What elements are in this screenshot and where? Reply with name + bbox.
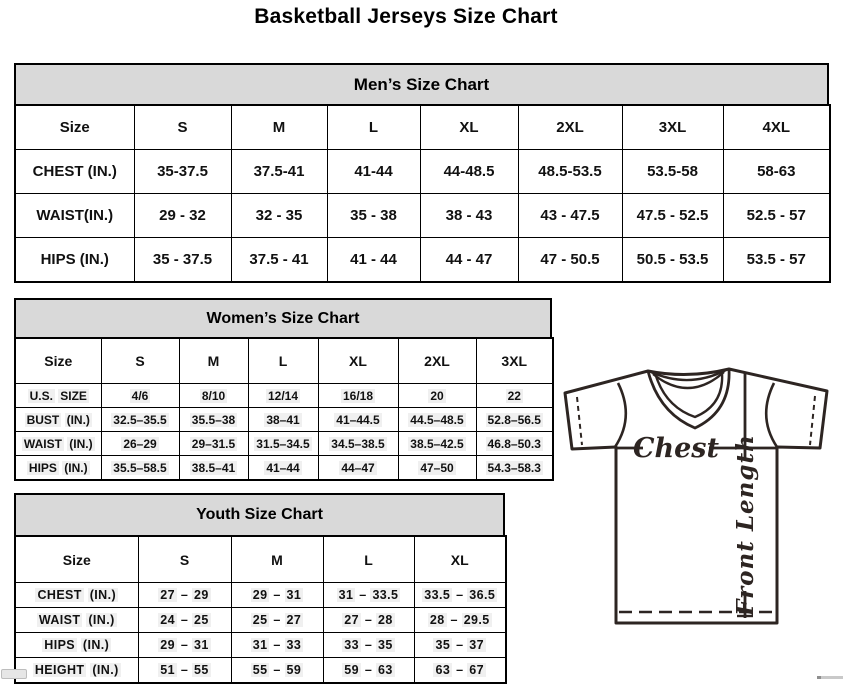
data-cell: 53.5-58: [622, 150, 723, 194]
data-cell: [476, 432, 553, 456]
data-cell: 32 - 35: [231, 194, 327, 238]
highlighted-value: 29: [252, 588, 268, 602]
highlighted-value: 54.3–58.3: [487, 460, 541, 475]
highlighted-value: 44.5–48.5: [410, 412, 464, 427]
data-cell: 35 - 37.5: [134, 238, 231, 283]
row-label: [15, 583, 138, 608]
highlighted-value: 33.5: [372, 588, 399, 602]
mens-chart-title: Men’s Size Chart: [14, 63, 829, 104]
data-cell: 58-63: [723, 150, 830, 194]
highlighted-value: 31: [286, 588, 302, 602]
highlighted-value: 33: [286, 638, 302, 652]
data-cell: [179, 432, 248, 456]
highlighted-value: 28: [378, 613, 393, 627]
data-cell: [476, 384, 553, 408]
data-cell: [248, 456, 318, 481]
table-row: [15, 658, 506, 684]
data-cell: [101, 456, 179, 481]
data-cell: [318, 432, 398, 456]
highlighted-value: 38.5–42.5: [410, 436, 464, 451]
row-label: [15, 432, 101, 456]
womens-table: [14, 337, 554, 481]
highlighted-value: 31: [194, 638, 209, 652]
highlighted-value: WAIST: [38, 613, 81, 627]
data-cell: 52.5 - 57: [723, 194, 830, 238]
highlighted-value: (IN.): [82, 638, 110, 652]
table-row: [15, 432, 553, 456]
highlighted-value: 29–31.5: [191, 436, 236, 451]
highlighted-value: (IN.): [88, 613, 115, 627]
data-cell: 28 – 29.5: [414, 608, 506, 633]
highlighted-value: 20: [430, 388, 444, 403]
highlighted-value: 31.5–34.5: [256, 436, 310, 451]
right-armhole-seam: [766, 383, 777, 447]
highlighted-value: 25: [194, 613, 209, 627]
table-row: [15, 194, 830, 238]
data-cell: 43 - 47.5: [518, 194, 622, 238]
data-cell: 55 – 59: [231, 658, 323, 684]
data-cell: 35-37.5: [134, 150, 231, 194]
data-cell: [398, 432, 476, 456]
row-label: WAIST(IN.): [15, 194, 134, 238]
size-column-header: 4XL: [723, 105, 830, 150]
highlighted-value: 55: [194, 663, 209, 677]
highlighted-value: 36.5: [469, 588, 496, 602]
jersey-diagram: [555, 355, 843, 635]
highlighted-value: 27: [160, 588, 175, 602]
right-cuff-stitch: [810, 396, 815, 445]
size-corner-header: Size: [15, 338, 101, 384]
highlighted-value: (IN.): [64, 460, 88, 475]
front-length-label: Front Length: [732, 434, 759, 616]
highlighted-value: 41–44: [266, 460, 300, 475]
data-cell: [248, 408, 318, 432]
highlighted-value: 8/10: [201, 388, 226, 403]
data-cell: [101, 408, 179, 432]
data-cell: 27 – 28: [323, 608, 414, 633]
size-header-row: [15, 105, 830, 150]
mens-size-chart: [14, 63, 829, 283]
data-cell: 29 - 32: [134, 194, 231, 238]
size-column-header: 3XL: [476, 338, 553, 384]
table-row: [15, 150, 830, 194]
data-cell: [179, 384, 248, 408]
row-label: [15, 456, 101, 481]
highlighted-value: 59: [344, 663, 359, 677]
highlighted-value: 32.5–35.5: [113, 412, 167, 427]
highlighted-value: 35.5–58.5: [113, 460, 167, 475]
row-label: [15, 384, 101, 408]
highlighted-value: 34.5–38.5: [331, 436, 385, 451]
row-label: [15, 408, 101, 432]
data-cell: [179, 456, 248, 481]
data-cell: 41-44: [327, 150, 420, 194]
row-label: CHEST (IN.): [15, 150, 134, 194]
data-cell: 59 – 63: [323, 658, 414, 684]
highlighted-value: 38–41: [266, 412, 300, 427]
highlighted-value: U.S.: [29, 388, 53, 403]
size-header-row: [15, 338, 553, 384]
data-cell: [476, 456, 553, 481]
data-cell: 41 - 44: [327, 238, 420, 283]
highlighted-value: (IN.): [89, 588, 117, 602]
table-row: [15, 633, 506, 658]
data-cell: [318, 384, 398, 408]
size-column-header: 3XL: [622, 105, 723, 150]
table-row: [15, 384, 553, 408]
highlighted-value: 63: [435, 663, 451, 677]
data-cell: 53.5 - 57: [723, 238, 830, 283]
jersey-outline: [565, 369, 827, 623]
data-cell: 44-48.5: [420, 150, 518, 194]
data-cell: [318, 408, 398, 432]
youth-chart-title: Youth Size Chart: [14, 493, 505, 535]
size-column-header: L: [327, 105, 420, 150]
highlighted-value: 26–29: [123, 436, 157, 451]
highlighted-value: BUST: [26, 412, 60, 427]
table-row: [15, 583, 506, 608]
highlighted-value: 16/18: [342, 388, 374, 403]
data-cell: 35 – 37: [414, 633, 506, 658]
highlighted-value: 28: [429, 613, 445, 627]
row-label: [15, 658, 138, 684]
highlighted-value: 55: [252, 663, 268, 677]
table-row: [15, 456, 553, 481]
size-column-header: 2XL: [398, 338, 476, 384]
highlighted-value: HIPS: [44, 638, 76, 652]
data-cell: 50.5 - 53.5: [622, 238, 723, 283]
size-header-row: [15, 536, 506, 583]
highlighted-value: SIZE: [60, 388, 87, 403]
data-cell: 29 – 31: [138, 633, 231, 658]
highlighted-value: HIPS: [28, 460, 57, 475]
data-cell: 37.5-41: [231, 150, 327, 194]
data-cell: 31 – 33.5: [323, 583, 414, 608]
size-corner-header: Size: [15, 536, 138, 583]
highlighted-value: (IN.): [92, 663, 119, 677]
row-label: [15, 608, 138, 633]
data-cell: 51 – 55: [138, 658, 231, 684]
highlighted-value: 44–47: [341, 460, 375, 475]
highlighted-value: HEIGHT: [34, 663, 85, 677]
highlighted-value: WAIST: [23, 436, 62, 451]
size-column-header: S: [138, 536, 231, 583]
size-column-header: XL: [318, 338, 398, 384]
data-cell: [398, 408, 476, 432]
size-column-header: L: [323, 536, 414, 583]
left-armhole-seam: [615, 383, 626, 447]
data-cell: 47.5 - 52.5: [622, 194, 723, 238]
data-cell: 63 – 67: [414, 658, 506, 684]
data-cell: [248, 432, 318, 456]
data-cell: 33 – 35: [323, 633, 414, 658]
womens-chart-title: Women’s Size Chart: [14, 298, 552, 337]
data-cell: 44 - 47: [420, 238, 518, 283]
data-cell: [179, 408, 248, 432]
youth-table: [14, 535, 507, 684]
data-cell: [248, 384, 318, 408]
highlighted-value: 46.8–50.3: [487, 436, 541, 451]
row-label: HIPS (IN.): [15, 238, 134, 283]
highlighted-value: 29: [194, 588, 209, 602]
size-corner-header: Size: [15, 105, 134, 150]
highlighted-value: 27: [286, 613, 302, 627]
highlighted-value: 52.8–56.5: [487, 412, 541, 427]
data-cell: [476, 408, 553, 432]
highlighted-value: 31: [338, 588, 354, 602]
womens-size-chart: [14, 298, 552, 481]
horizontal-scrollbar-thumb[interactable]: [1, 669, 27, 679]
highlighted-value: 41–44.5: [336, 412, 380, 427]
size-column-header: XL: [420, 105, 518, 150]
size-column-header: 2XL: [518, 105, 622, 150]
highlighted-value: 63: [378, 663, 393, 677]
highlighted-value: 35: [378, 638, 393, 652]
highlighted-value: 29: [160, 638, 175, 652]
size-column-header: M: [179, 338, 248, 384]
size-column-header: S: [101, 338, 179, 384]
highlighted-value: 31: [252, 638, 268, 652]
youth-size-chart: [14, 493, 505, 684]
size-column-header: M: [231, 105, 327, 150]
left-cuff-stitch: [577, 397, 582, 445]
highlighted-value: 27: [344, 613, 359, 627]
page-title: Basketball Jerseys Size Chart: [254, 5, 558, 28]
mens-table: [14, 104, 831, 283]
highlighted-value: 12/14: [267, 388, 299, 403]
highlighted-value: (IN.): [66, 412, 90, 427]
highlighted-value: 22: [507, 388, 521, 403]
highlighted-value: 51: [160, 663, 175, 677]
data-cell: 29 – 31: [231, 583, 323, 608]
highlighted-value: 33: [344, 638, 359, 652]
size-column-header: M: [231, 536, 323, 583]
highlighted-value: 33.5: [424, 588, 451, 602]
data-cell: 37.5 - 41: [231, 238, 327, 283]
size-column-header: XL: [414, 536, 506, 583]
highlighted-value: 4/6: [131, 388, 149, 403]
highlighted-value: 24: [160, 613, 175, 627]
data-cell: [101, 432, 179, 456]
data-cell: 38 - 43: [420, 194, 518, 238]
row-label: [15, 633, 138, 658]
data-cell: 35 - 38: [327, 194, 420, 238]
data-cell: 33.5 – 36.5: [414, 583, 506, 608]
highlighted-value: 29.5: [463, 613, 490, 627]
table-row: [15, 608, 506, 633]
highlighted-value: 37: [469, 638, 485, 652]
data-cell: 48.5-53.5: [518, 150, 622, 194]
data-cell: 47 - 50.5: [518, 238, 622, 283]
highlighted-value: (IN.): [69, 436, 93, 451]
highlighted-value: 59: [286, 663, 302, 677]
data-cell: 27 – 29: [138, 583, 231, 608]
size-column-header: S: [134, 105, 231, 150]
data-cell: 24 – 25: [138, 608, 231, 633]
table-row: [15, 238, 830, 283]
data-cell: 25 – 27: [231, 608, 323, 633]
data-cell: [101, 384, 179, 408]
highlighted-value: 35: [435, 638, 451, 652]
size-column-header: L: [248, 338, 318, 384]
highlighted-value: 47–50: [420, 460, 454, 475]
data-cell: 31 – 33: [231, 633, 323, 658]
highlighted-value: CHEST: [37, 588, 82, 602]
highlighted-value: 38.5–41: [191, 460, 236, 475]
highlighted-value: 67: [469, 663, 485, 677]
data-cell: [398, 384, 476, 408]
highlighted-value: 35.5–38: [191, 412, 236, 427]
table-row: [15, 408, 553, 432]
highlighted-value: 25: [252, 613, 268, 627]
chest-label: Chest: [633, 433, 719, 464]
data-cell: [318, 456, 398, 481]
data-cell: [398, 456, 476, 481]
